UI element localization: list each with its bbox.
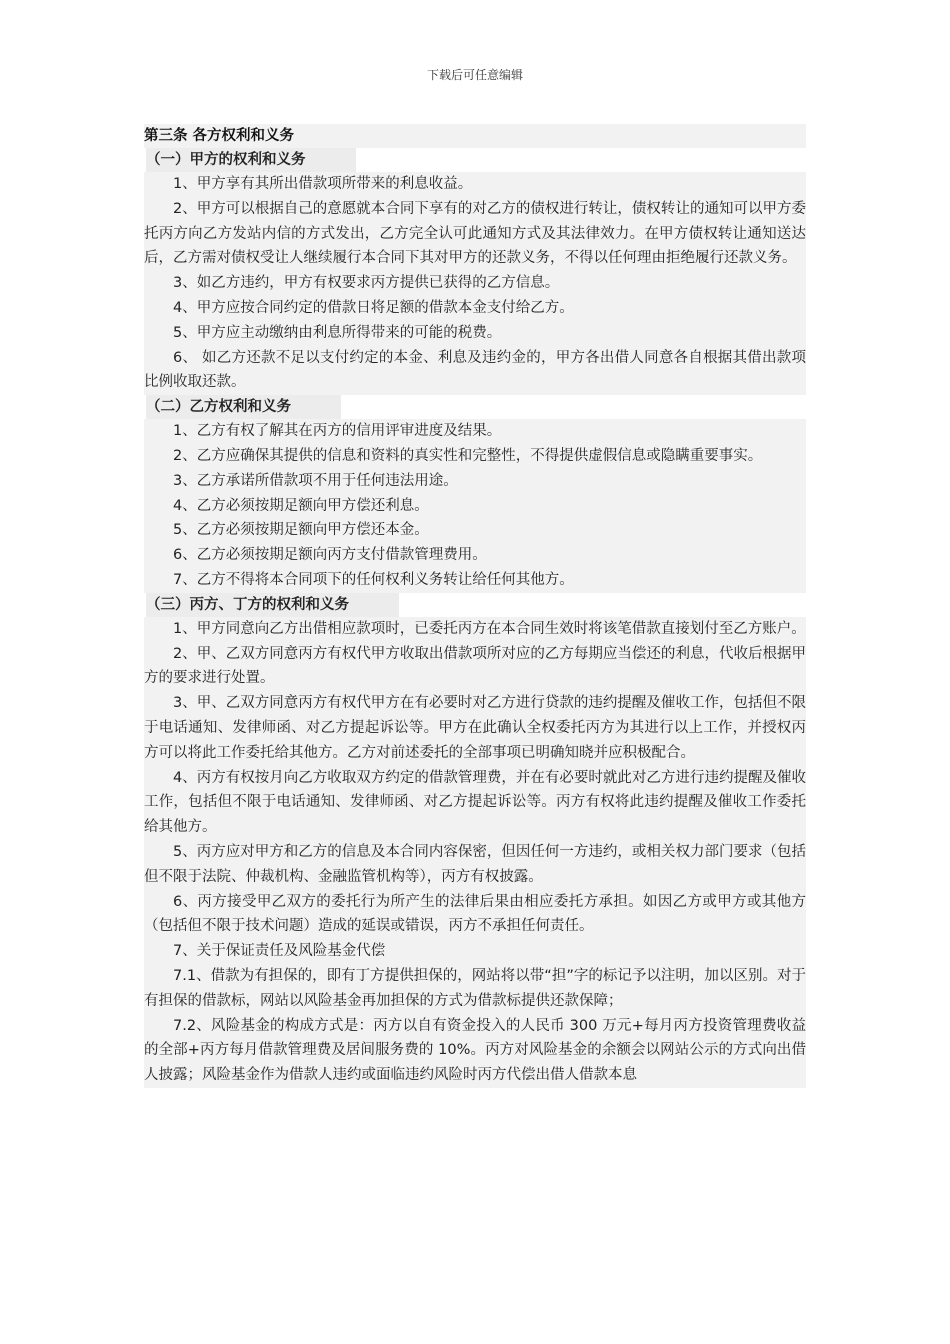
section-body <box>144 419 806 593</box>
clause-paragraph: 3、甲、乙双方同意丙方有权代甲方在有必要时对乙方进行贷款的违约提醒及催收工作，包括但不限于电话通知、发律师函、对乙方提起诉讼等。甲方在此确认全权委托丙方为其进行以上工作，并授权丙方可以将此工作委托给其他方。乙方对前述委托的全部事项已明确知晓并应积极配合。 <box>144 695 806 761</box>
section-body <box>144 617 806 1088</box>
clause-paragraph: 6、乙方必须按期足额向丙方支付借款管理费用。 <box>173 547 487 564</box>
clause-paragraph: 5、甲方应主动缴纳由利息所得带来的可能的税费。 <box>173 324 502 341</box>
clause-paragraph: 4、丙方有权按月向乙方收取双方约定的借款管理费，并在有必要时就此对乙方进行违约提醒及催收工作，包括但不限于电话通知、发律师函、对乙方提起诉讼等。丙方有权将此违约提醒及催收工作委托给其他方。 <box>144 769 806 836</box>
page-header: 下载后可任意编辑 <box>426 68 523 82</box>
clause-paragraph: 7、关于保证责任及风险基金代偿 <box>173 943 386 960</box>
section-party-c-d <box>144 593 806 1088</box>
clause-paragraph: 3、乙方承诺所借款项不用于任何违法用途。 <box>173 472 458 489</box>
section-heading: （二）乙方权利和义务 <box>144 395 806 419</box>
document-body <box>144 124 806 1088</box>
clause-paragraph: 4、甲方应按合同约定的借款日将足额的借款本金支付给乙方。 <box>173 299 574 316</box>
clause-paragraph: 2、乙方应确保其提供的信息和资料的真实性和完整性，不得提供虚假信息或隐瞒重要事实。 <box>173 447 763 464</box>
clause-paragraph: 7.2、风险基金的构成方式是：丙方以自有资金投入的人民币 300 万元+每月丙方投资管理费收益的全部+丙方每月借款管理费及居间服务费的 10%。丙方对风险基金的余额会以网站公示的方式向出借人披露；风险基金作为借款人违约或面临违约风险时丙方代偿出借人借款本息 <box>144 1017 806 1084</box>
clause-paragraph: 2、甲、乙双方同意丙方有权代甲方收取出借款项所对应的乙方每期应当偿还的利息，代收后根据甲方的要求进行处置。 <box>144 645 806 687</box>
clause-paragraph: 3、如乙方违约，甲方有权要求丙方提供已获得的乙方信息。 <box>173 275 560 292</box>
clause-paragraph: 1、甲方享有其所出借款项所带来的利息收益。 <box>173 176 473 192</box>
clause-paragraph: 2、甲方可以根据自己的意愿就本合同下享有的对乙方的债权进行转让，债权转让的通知可以甲方委托丙方向乙方发站内信的方式发出，乙方完全认可此通知方式及其法律效力。在甲方债权转让通知送达后，乙方需对债权受让人继续履行本合同下其对甲方的还款义务，不得以任何理由拒绝履行还款义务。 <box>144 200 806 267</box>
clause-paragraph: 1、甲方同意向乙方出借相应款项时，已委托丙方在本合同生效时将该笔借款直接划付至乙方账户。 <box>173 620 806 637</box>
article-title: 第三条 各方权利和义务 <box>144 124 806 148</box>
clause-paragraph: 1、乙方有权了解其在丙方的信用评审进度及结果。 <box>173 423 502 440</box>
section-heading: （三）丙方、丁方的权利和义务 <box>144 593 806 617</box>
clause-paragraph: 7、乙方不得将本合同项下的任何权利义务转让给任何其他方。 <box>173 571 574 588</box>
clause-paragraph: 5、乙方必须按期足额向甲方偿还本金。 <box>173 522 429 539</box>
clause-paragraph: 6、 如乙方还款不足以支付约定的本金、利息及违约金的，甲方各出借人同意各自根据其借出款项比例收取还款。 <box>144 349 806 391</box>
section-body <box>144 172 806 395</box>
clause-paragraph: 5、丙方应对甲方和乙方的信息及本合同内容保密，但因任何一方违约，或相关权力部门要求（包括但不限于法院、仲裁机构、金融监管机构等），丙方有权披露。 <box>144 843 806 885</box>
section-party-a <box>144 148 806 395</box>
section-heading: （一）甲方的权利和义务 <box>144 148 806 172</box>
clause-paragraph: 4、乙方必须按期足额向甲方偿还利息。 <box>173 497 429 514</box>
section-party-b <box>144 395 806 593</box>
clause-paragraph: 6、丙方接受甲乙双方的委托行为所产生的法律后果由相应委托方承担。如因乙方或甲方或其他方（包括但不限于技术问题）造成的延误或错误，丙方不承担任何责任。 <box>144 893 806 935</box>
clause-paragraph: 7.1、借款为有担保的，即有丁方提供担保的，网站将以带“担”字的标记予以注明，加以区别。对于有担保的借款标，网站以风险基金再加担保的方式为借款标提供还款保障； <box>144 967 806 1009</box>
